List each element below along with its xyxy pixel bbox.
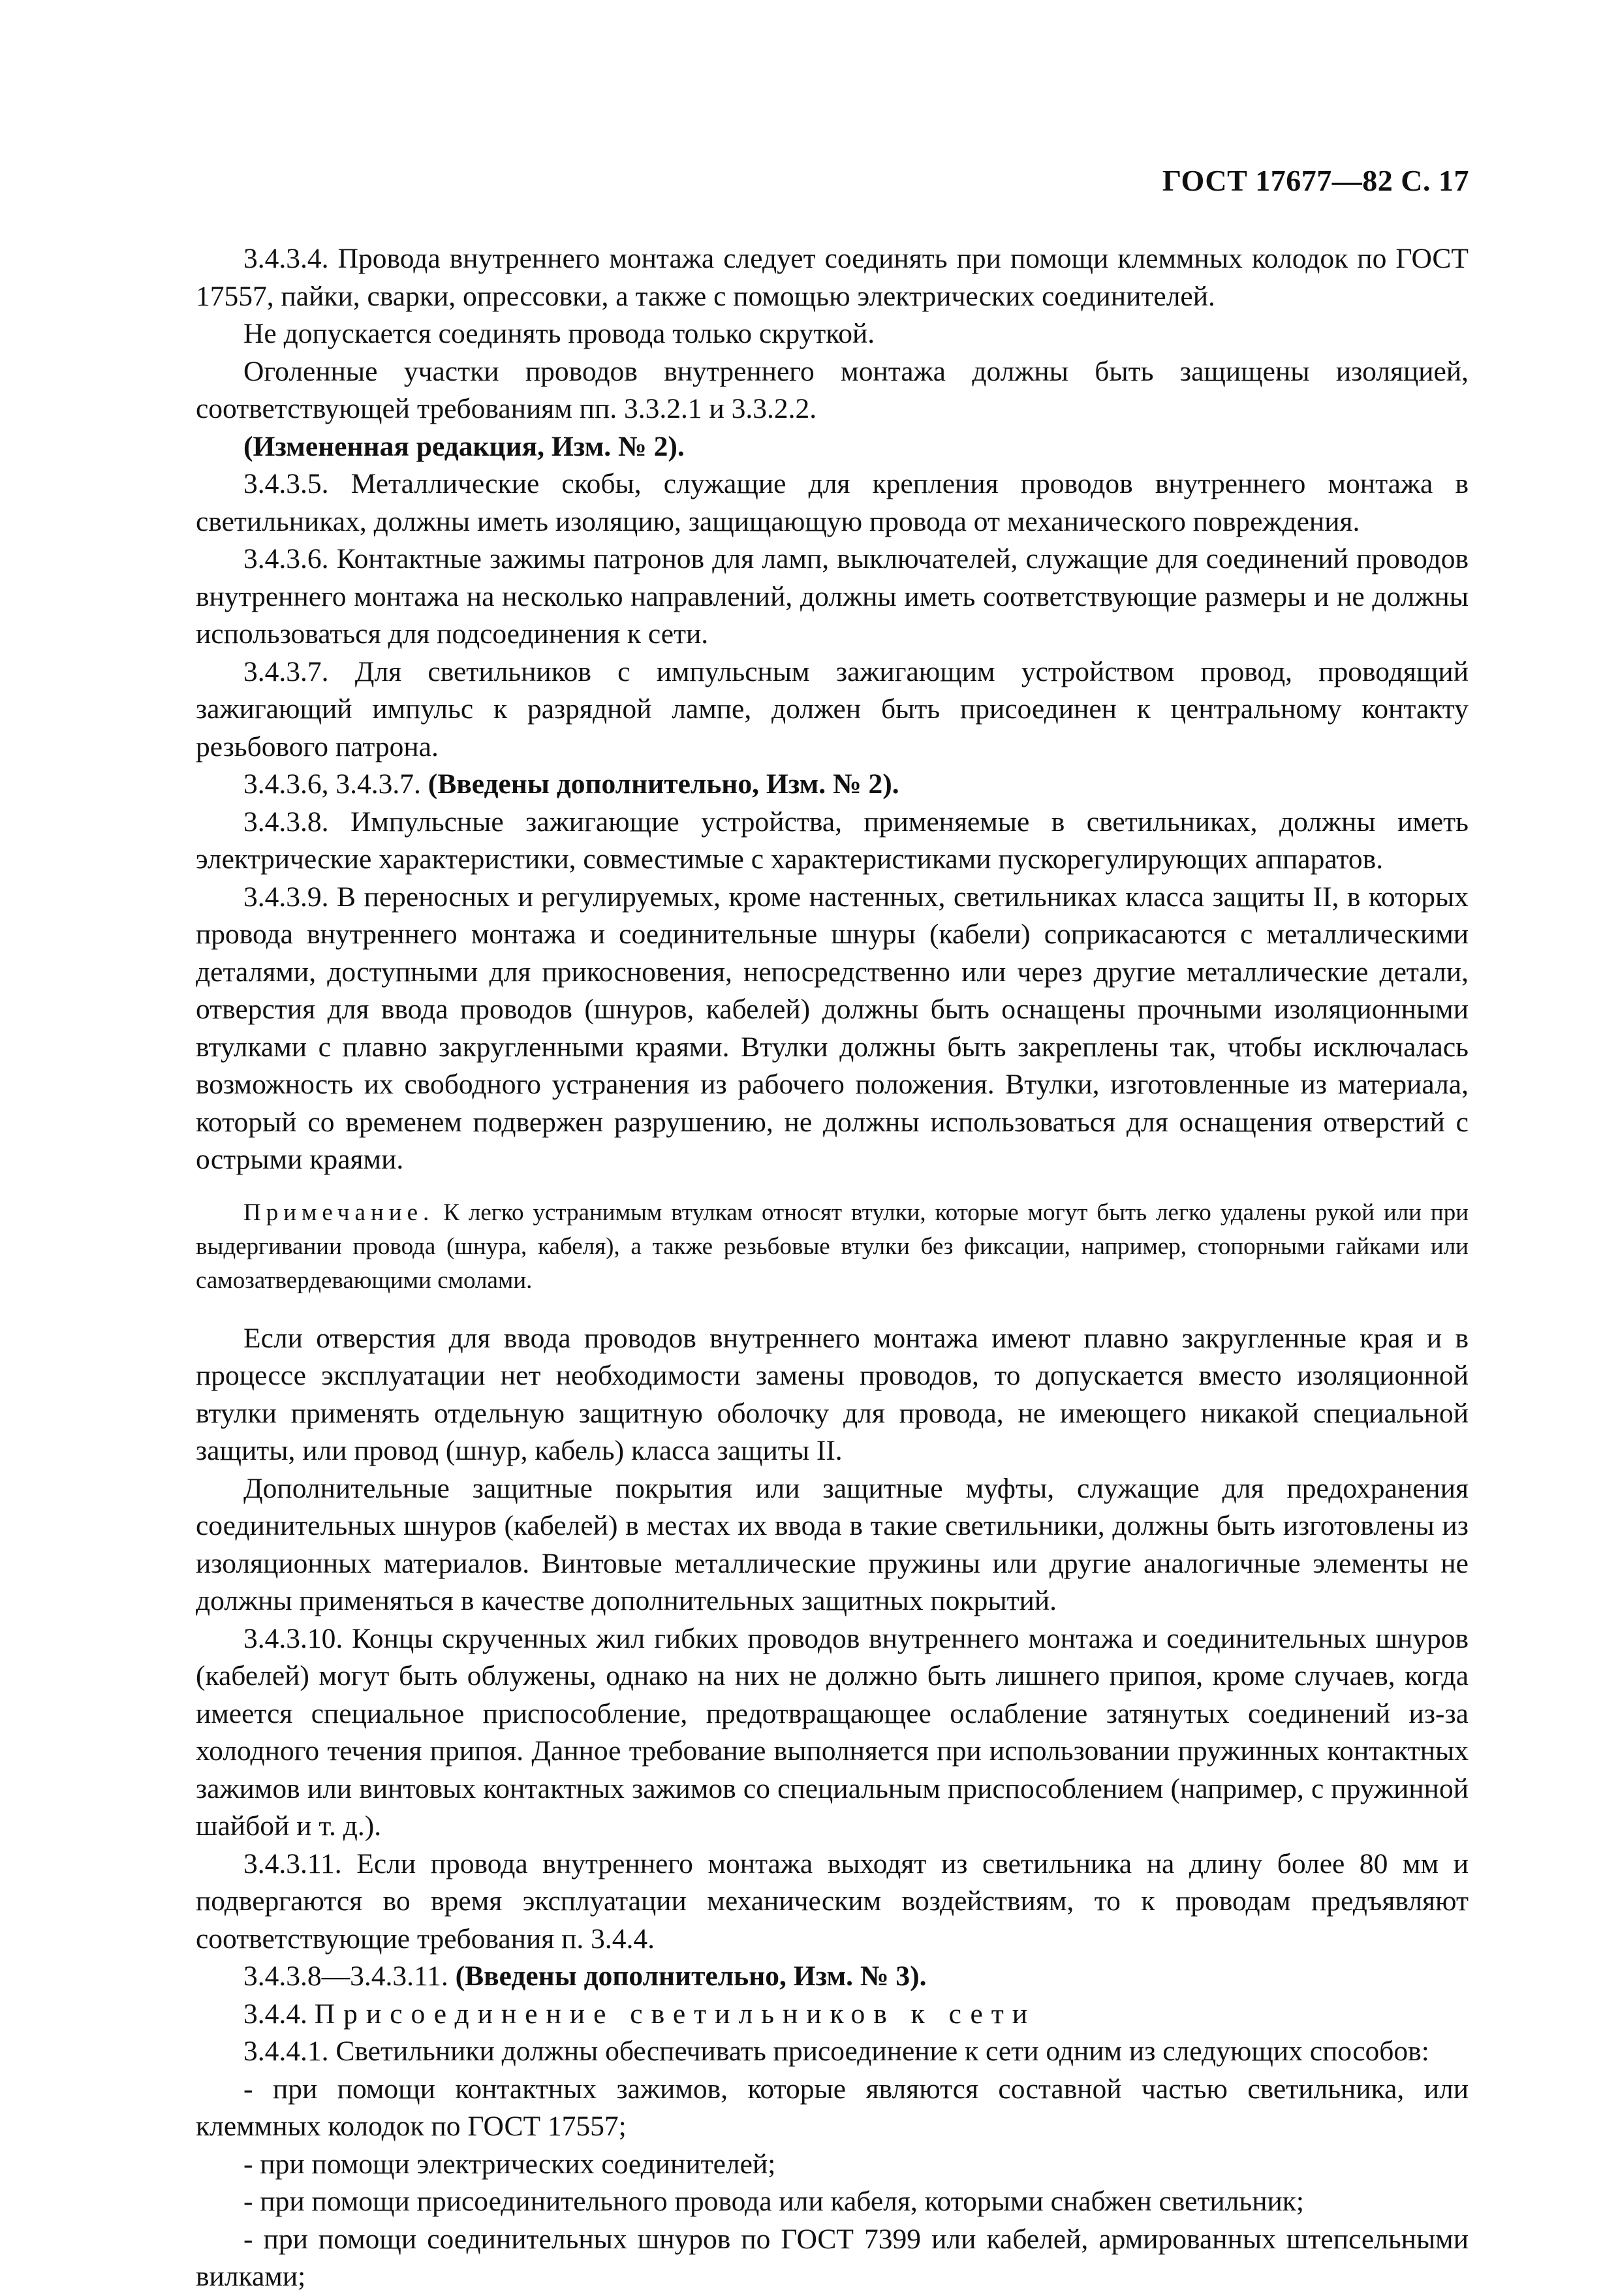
paragraph-protective-coverings: Дополнительные защитные покрытия или защитные муфты, служащие для предохранения соединительных шнуров (кабелей) в местах их ввода в такие светильники, должны быть изготовлены из изоляционных материалов. Винтовые металлические пружины или другие аналогичные элементы не должны применяться в качестве дополнительных защитных покрытий.	[196, 1472, 1469, 1616]
paragraph-3-4-3-10: 3.4.3.10. Концы скрученных жил гибких проводов внутреннего монтажа и соединительных шнуров (кабелей) могут быть облужены, однако на них не должно быть лишнего припоя, кроме случаев, когда имеется специальное приспособление, предотвращающее ослабление затянутых соединений из-за холодного течения припоя. Данное требование выполняется при использовании пружинных контактных зажимов или винтовых контактных зажимов со специальным приспособлением (например, с пружинной шайбой и т. д.).	[196, 1622, 1469, 1842]
list-item-connectors: - при помощи электрических соединителей;	[243, 2148, 776, 2180]
amendment-label: (Введены дополнительно, Изм. № 2).	[428, 768, 899, 800]
paragraph-3-4-3-8: 3.4.3.8. Импульсные зажигающие устройства, применяемые в светильниках, должны иметь электрические характеристики, совместимые с характеристиками пускорегулирующих аппаратов.	[196, 806, 1469, 875]
note-text: К легко устранимым втулкам относят втулки, которые могут быть легко удалены рукой или при выдергивании провода (шнура, кабеля), а также резьбовые втулки без фиксации, например, стопорными гайками или самозатвердевающими смолами.	[196, 1199, 1469, 1294]
section-title: Присоединение светильников к сети	[314, 1998, 1036, 2030]
paragraph-bare-sections: Оголенные участки проводов внутреннего монтажа должны быть защищены изоляцией, соответствующей требованиям пп. 3.3.2.1 и 3.3.2.2.	[196, 355, 1469, 424]
list-item-supply-cable: - при помощи присоединительного провода или кабеля, которыми снабжен светильник;	[243, 2186, 1304, 2217]
amendment-label: (Введены дополнительно, Изм. № 3).	[455, 1960, 927, 1992]
paragraph-3-4-3-9: 3.4.3.9. В переносных и регулируемых, кроме настенных, светильниках класса защиты II, в которых провода внутреннего монтажа и соединительные шнуры (кабели) соприкасаются с металлическими деталями, доступными для прикосновения, непосредственно или через другие металлические детали, отверстия для ввода проводов (шнуров, кабелей) должны быть оснащены прочными изоляционными втулками с плавно закругленными краями. Втулки должны быть закреплены так, чтобы исключалась возможность их свободного устранения из рабочего положения. Втулки, изготовленные из материала, который со временем подвержен разрушению, не должны использоваться для оснащения отверстий с острыми краями.	[196, 881, 1469, 1175]
section-number: 3.4.4.	[243, 1998, 315, 2030]
amendment-3-4-3-6-7	[196, 766, 1469, 804]
section-3-4-4-heading	[196, 1996, 1469, 2034]
paragraph-3-4-3-4: 3.4.3.4. Провода внутреннего монтажа следует соединять при помощи клеммных колодок по ГОСТ 17557, пайки, сварки, опрессовки, а также с помощью электрических соединителей.	[196, 243, 1469, 312]
note-label: Примечание.	[243, 1199, 435, 1226]
document-body	[196, 240, 1469, 2296]
list-item-contact-clamps: - при помощи контактных зажимов, которые являются составной частью светильника, или клеммных колодок по ГОСТ 17557;	[196, 2073, 1469, 2142]
list-item-cords-plugs: - при помощи соединительных шнуров по ГОСТ 7399 или кабелей, армированных штепсельными вилками;	[196, 2223, 1469, 2292]
amendment-note-2: (Измененная редакция, Изм. № 2).	[243, 430, 685, 462]
page-header: ГОСТ 17677—82 С. 17	[1162, 164, 1469, 197]
paragraph-no-twist: Не допускается соединять провода только скруткой.	[243, 318, 875, 349]
paragraph-3-4-3-6: 3.4.3.6. Контактные зажимы патронов для ламп, выключателей, служащие для соединений проводов внутреннего монтажа на несколько направлений, должны иметь соответствующие размеры и не должны использоваться для подсоединения к сети.	[196, 543, 1469, 650]
paragraph-3-4-3-7: 3.4.3.7. Для светильников с импульсным зажигающим устройством провод, проводящий зажигающий импульс к разрядной лампе, должен быть присоединен к центральному контакту резьбового патрона.	[196, 655, 1469, 763]
amendment-ref: 3.4.3.8—3.4.3.11.	[243, 1960, 456, 1992]
paragraph-3-4-3-11: 3.4.3.11. Если провода внутреннего монтажа выходят из светильника на длину более 80 мм и подвергаются во время эксплуатации механическим воздействиям, то к проводам предъявляют соответствующие требования п. 3.4.4.	[196, 1848, 1469, 1955]
note	[196, 1196, 1469, 1298]
paragraph-3-4-3-5: 3.4.3.5. Металлические скобы, служащие для крепления проводов внутреннего монтажа в светильниках, должны иметь изоляцию, защищающую провода от механического повреждения.	[196, 468, 1469, 537]
amendment-ref: 3.4.3.6, 3.4.3.7.	[243, 768, 428, 800]
amendment-3-4-3-8-11	[196, 1958, 1469, 1996]
paragraph-rounded-openings: Если отверстия для ввода проводов внутреннего монтажа имеют плавно закругленные края и в процессе эксплуатации нет необходимости замены проводов, то допускается вместо изоляционной втулки применять отдельную защитную оболочку для провода, не имеющего никакой специальной защиты, или провод (шнур, кабель) класса защиты II.	[196, 1322, 1469, 1466]
paragraph-3-4-4-1: 3.4.4.1. Светильники должны обеспечивать присоединение к сети одним из следующих способов:	[243, 2036, 1429, 2067]
